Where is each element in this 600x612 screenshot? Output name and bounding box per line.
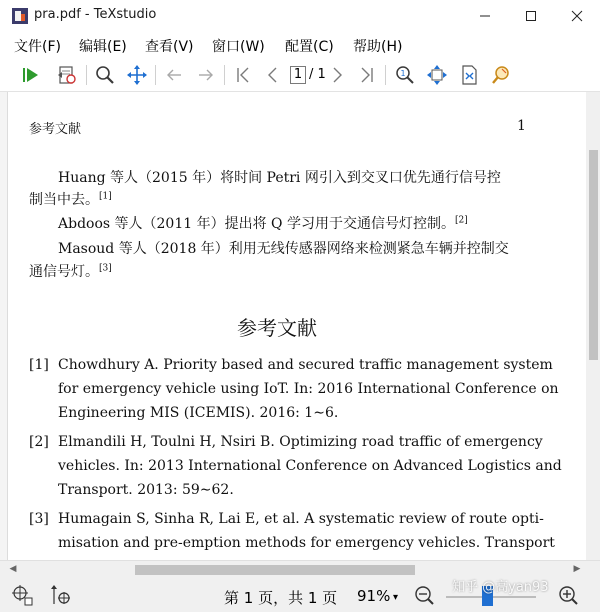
zoom-out-icon — [413, 584, 435, 606]
fit-width-button[interactable] — [424, 62, 450, 88]
editor-edge — [0, 92, 8, 560]
vertical-scrollbar[interactable] — [586, 92, 600, 560]
pdf-sync-icon — [56, 64, 78, 86]
toolbar-separator — [224, 65, 225, 85]
reference-3-line-1: Humagain S, Sinha R, Lai E, et al. A systematic review of route opti- — [58, 511, 544, 527]
minimize-button[interactable] — [462, 0, 508, 32]
references-heading: 参考文献 — [237, 316, 317, 340]
chevron-down-icon[interactable]: ▾ — [393, 592, 399, 603]
citation-3[interactable]: [3] — [99, 263, 112, 274]
menu-edit[interactable]: 编辑(E) — [79, 39, 127, 55]
toolbar-separator — [86, 65, 87, 85]
reference-1-line-1: Chowdhury A. Priority based and secured traffic management system — [58, 357, 553, 373]
fit-width-icon — [426, 64, 448, 86]
reference-2-line-1: Elmandili H, Toulni H, Nsiri B. Optimizing road traffic of emergency — [58, 434, 543, 450]
texstudio-app-icon — [12, 8, 28, 24]
svg-text:1: 1 — [400, 69, 406, 78]
arrow-left-icon — [164, 65, 184, 85]
menu-help[interactable]: 帮助(H) — [353, 39, 403, 55]
forward-button[interactable] — [193, 62, 219, 88]
arrow-right-icon — [196, 65, 216, 85]
menu-bar — [0, 32, 600, 58]
zoom-fit-icon — [394, 64, 416, 86]
window-title: pra.pdf - TeXstudio — [34, 7, 157, 22]
last-page-icon — [357, 65, 377, 85]
sync-cursor-button[interactable] — [8, 581, 36, 609]
scroll-sync-button[interactable] — [46, 581, 74, 609]
menu-view[interactable]: 查看(V) — [145, 39, 194, 55]
magic-zoom-icon — [490, 64, 512, 86]
zoom-in-button[interactable] — [554, 581, 582, 609]
first-page-icon — [233, 65, 253, 85]
paragraph-1-line-1: Huang 等人（2015 年）将时间 Petri 网引入到交叉口优先通行信号控 — [58, 170, 501, 186]
reference-2-line-3: Transport. 2013: 59∼62. — [58, 482, 234, 498]
menu-window[interactable]: 窗口(W) — [212, 39, 265, 55]
sync-source-button[interactable] — [54, 62, 80, 88]
page-number: 1 — [517, 118, 526, 134]
page-total-label: / 1 — [309, 67, 326, 82]
paragraph-2-line-1 — [58, 212, 468, 236]
zoom-out-button[interactable] — [410, 581, 438, 609]
title-bar — [0, 0, 600, 32]
prev-page-button[interactable] — [260, 62, 286, 88]
zoom-fit-button[interactable] — [392, 62, 418, 88]
paragraph-3-line-2-text: 通信号灯。 — [29, 264, 99, 280]
reference-1-number: [1] — [29, 357, 49, 373]
reference-3-number: [3] — [29, 511, 49, 527]
pdf-toolbar — [0, 58, 600, 92]
paragraph-1-line-2-text: 制当中去。 — [29, 192, 99, 208]
reference-3-line-2: misation and pre-emption methods for emergency vehicles. Transport — [58, 535, 555, 551]
horizontal-scroll-thumb[interactable] — [135, 565, 415, 575]
toolbar-separator — [155, 65, 156, 85]
back-button[interactable] — [161, 62, 187, 88]
prev-page-icon — [263, 65, 283, 85]
citation-1[interactable]: [1] — [99, 191, 112, 202]
reference-2-line-2: vehicles. In: 2013 International Conference on Advanced Logistics and — [58, 458, 562, 474]
reference-1-line-3: Engineering MIS (ICEMIS). 2016: 1∼6. — [58, 405, 339, 421]
maximize-icon — [525, 10, 537, 22]
menu-config[interactable]: 配置(C) — [285, 39, 334, 55]
fit-page-button[interactable] — [456, 62, 482, 88]
first-page-button[interactable] — [230, 62, 256, 88]
scroll-left-icon[interactable]: ◀ — [9, 564, 17, 574]
scroll-sync-icon — [48, 583, 72, 607]
pan-tool-button[interactable] — [124, 62, 150, 88]
page-number-input[interactable]: 1 — [290, 66, 306, 84]
zoom-tool-button[interactable] — [92, 62, 118, 88]
citation-2[interactable]: [2] — [454, 215, 468, 226]
cursor-sync-icon — [10, 583, 34, 607]
next-page-button[interactable] — [324, 62, 350, 88]
scroll-right-icon[interactable]: ▶ — [573, 564, 581, 574]
minimize-icon — [479, 10, 491, 22]
running-header: 参考文献 — [29, 122, 82, 137]
paragraph-3-line-1: Masoud 等人（2018 年）利用无线传感器网络来检测紧急车辆并控制交 — [58, 241, 509, 257]
menu-file[interactable]: 文件(F) — [14, 39, 61, 55]
paragraph-1-line-2 — [29, 188, 112, 212]
reference-1-line-2: for emergency vehicle using IoT. In: 2016 International Conference on — [58, 381, 559, 397]
fit-page-icon — [458, 64, 480, 86]
maximize-button[interactable] — [508, 0, 554, 32]
paragraph-2-text: Abdoos 等人（2011 年）提出将 Q 学习用于交通信号灯控制。 — [58, 216, 455, 232]
zoom-level-select[interactable]: 91% — [357, 587, 391, 605]
close-icon — [571, 10, 583, 22]
move-icon — [126, 64, 148, 86]
last-page-button[interactable] — [354, 62, 380, 88]
next-page-icon — [327, 65, 347, 85]
compile-button[interactable] — [18, 62, 44, 88]
magnifier-glass-button[interactable] — [488, 62, 514, 88]
toolbar-separator — [385, 65, 386, 85]
pdf-page-view[interactable] — [9, 92, 586, 560]
paragraph-3-line-2 — [29, 260, 112, 284]
magnifier-icon — [94, 64, 116, 86]
close-button[interactable] — [554, 0, 600, 32]
vertical-scroll-thumb[interactable] — [589, 150, 598, 360]
watermark: 知乎 @高yan93 — [452, 580, 549, 595]
page-info-label: 第 1 页，共 1 页 — [224, 589, 338, 607]
reference-2-number: [2] — [29, 434, 49, 450]
play-icon — [21, 65, 41, 85]
zoom-in-icon — [557, 584, 579, 606]
